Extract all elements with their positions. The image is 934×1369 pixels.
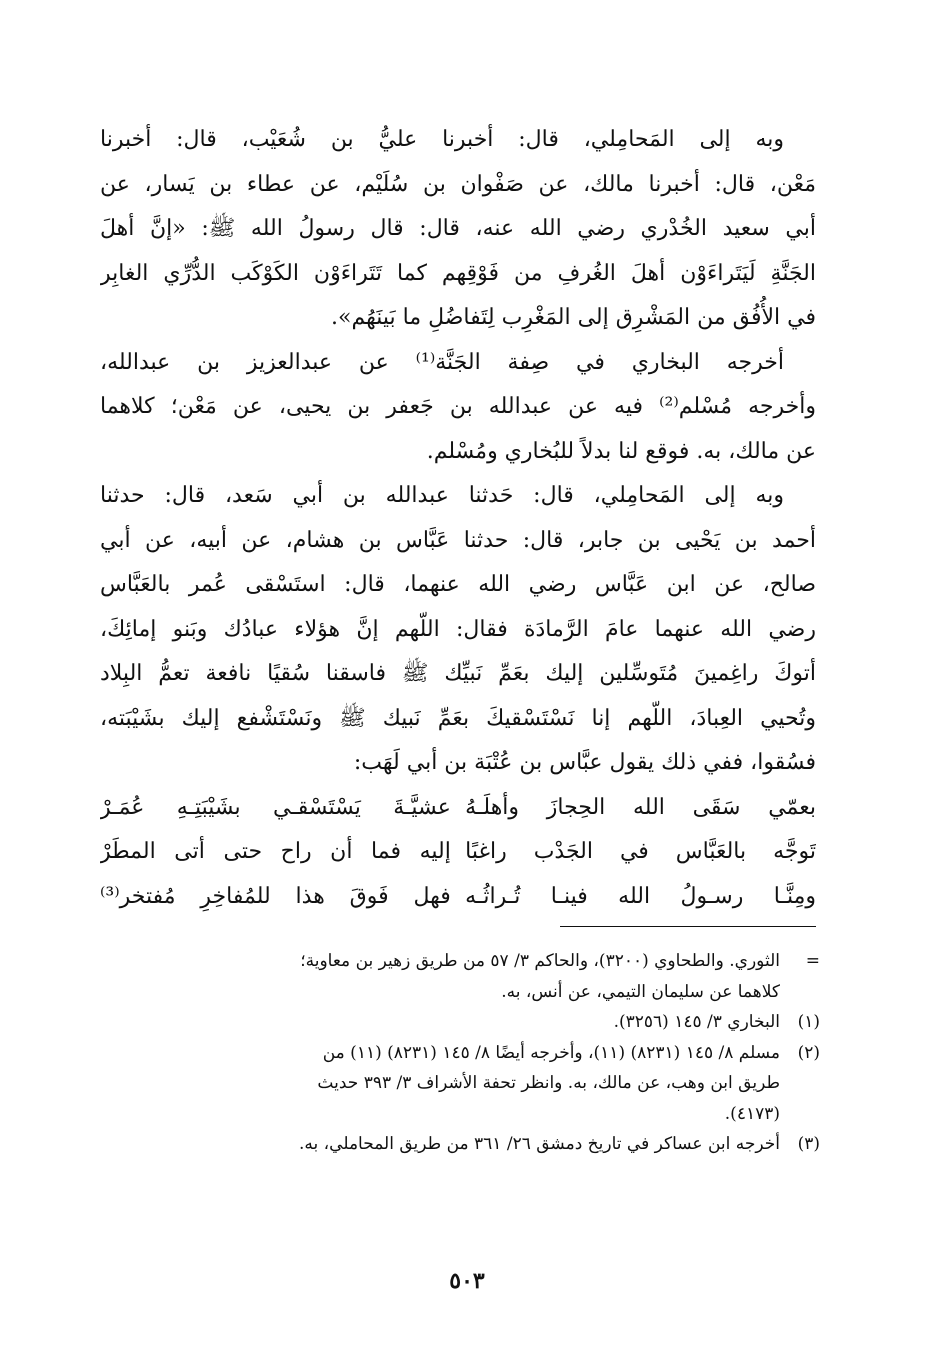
text-line: رضي الله عنهما عامَ الرَّمادَة فقال: اللّهم إنَّ هؤلاء عبادُك وبَنو إمائِكَ، xyxy=(100,616,816,642)
main-text xyxy=(100,118,816,919)
footnote-divider xyxy=(560,926,816,927)
paragraph-3 xyxy=(100,474,816,786)
footnote-3 xyxy=(100,1129,820,1160)
footnote-line: طريق ابن وهب، عن مالك، به. وانظر تحفة الأشراف ٣/ ٣٩٣ حديث xyxy=(317,1073,780,1093)
footnote-mark: (٣) xyxy=(797,1134,820,1154)
text-line: صالح، عن ابن عَبَّاس رضي الله عنهما، قال: استَسْقى عُمر بالعَبَّاس xyxy=(100,572,816,597)
verse-first-hemistich: بعمّي سَقَى الله الحِجازَ وأهلَـهُ xyxy=(465,794,816,820)
footnote-mark: = xyxy=(805,951,820,971)
text-line: وتُحيي العِبادَ، اللّهم إنا نَسْتَسْقيكَ بعَمِّ نَبيك ﷺ ونَسْتَشْفع إليك بشَيْبَته، xyxy=(100,705,816,731)
text-line: في الأُفُق من المَشْرِق إلى المَغْرِب لِتَفاضُلِ ما بَينَهُم». xyxy=(330,305,816,330)
footnote-continuation xyxy=(100,946,820,1007)
verse-second-hemistich: عشيَّـةَ يَسْتَسْقـي بشَيْبَتِـهِ عُمَـرْ xyxy=(100,794,451,820)
footnote-line: (٤١٧٣). xyxy=(724,1103,780,1124)
footnote-mark: (٢) xyxy=(797,1042,820,1063)
text-line: أحمد بن يَحْيى بن جابر، قال: حدثنا عَبَّاس بن هشام، عن أبيه، عن أبي xyxy=(100,527,816,553)
footnotes xyxy=(100,946,820,1160)
verse-first-hemistich: ومِنَّـا رسـولُ الله فينـا تُـراثُـه xyxy=(465,883,816,909)
footnote-mark: (١) xyxy=(797,1012,820,1032)
paragraph-2 xyxy=(100,341,816,475)
footnote-line: البخاري ٣/ ١٤٥ (٣٢٥٦). xyxy=(613,1012,780,1032)
text-line: الجَنَّةِ لَيَتَراءَوْن أهلَ الغُرفِ من فَوْقِهم كما تَتَراءَوْن الكَوْكَب الدُّرِّي الغابِر xyxy=(100,260,816,286)
text-line: وبه إلى المَحامِلي، قال: حَدثنا عبدالله بن أبي سَعد، قال: حدثنا xyxy=(100,483,784,508)
footnote-body xyxy=(100,946,780,1007)
footnote-line: الثوري. والطحاوي (٣٢٠٠)، والحاكم ٣/ ٥٧ من طريق زهير بن معاوية؛ xyxy=(300,951,780,971)
footnote-line: كلاهما عن سليمان التيمي، عن أنس، به. xyxy=(501,981,780,1002)
text-line: عن مالك، به. فوقع لنا بدلاً للبُخاري ومُسْلم. xyxy=(426,438,816,464)
text-line: مَعْن، قال: أخبرنا مالك، عن صَفْوان بن سُلَيْم، عن عطاء بن يَسار، عن xyxy=(100,171,816,197)
footnote-line: مسلم ٨/ ١٤٥ (٨٢٣١) (١١)، وأخرجه أيضًا ٨/ ١٤٥ (٨٢٣١) (١١) من xyxy=(322,1042,780,1063)
text-line: أخرجه البخاري في صِفة الجَنَّة⁽¹⁾ عن عبدالعزيز بن عبدالله، xyxy=(100,349,784,375)
text-line: فسُقوا، ففي ذلك يقول عبَّاس بن عُتْبَة بن أبي لَهَب: xyxy=(353,750,816,775)
poem-verse xyxy=(100,875,816,920)
text-line: وأخرجه مُسْلم⁽²⁾ فيه عن عبدالله بن جَعفر بن يحيى، عن مَعْن؛ كلاهما xyxy=(100,394,816,419)
poem xyxy=(100,786,816,920)
footnote-2 xyxy=(100,1038,820,1130)
paragraph-1 xyxy=(100,118,816,341)
footnote-1 xyxy=(100,1007,820,1038)
page-number: ٥٠٣ xyxy=(449,1268,485,1294)
footnote-body xyxy=(100,1038,780,1130)
poem-verse xyxy=(100,830,816,875)
footnote-body xyxy=(100,1007,780,1038)
poem-verse xyxy=(100,786,816,831)
footnote-line: أخرجه ابن عساكر في تاريخ دمشق ٢٦/ ٣٦١ من طريق المحاملي، به. xyxy=(299,1134,780,1154)
text-line: وبه إلى المَحامِلي، قال: أخبرنا عليُّ بن شُعَيْب، قال: أخبرنا xyxy=(100,127,784,152)
verse-second-hemistich: إليه فما أن راح حتى أتى المطَرْ xyxy=(100,839,451,864)
text-line: أتوكَ راغِمينَ مُتَوسِّلين إليك بعَمِّ نَبيِّك ﷺ فاسقنا سُقيًا نافعة تعمُّ البِلاد xyxy=(100,661,816,686)
verse-first-hemistich: تَوجَّه بالعَبَّاس في الجَدْب راغبًا xyxy=(465,839,816,864)
text-line: أبي سعيد الخُدْري رضي الله عنه، قال: قال رسولُ الله ﷺ: «إنَّ أهلَ xyxy=(100,216,816,241)
footnote-body xyxy=(100,1129,780,1160)
verse-second-hemistich: فهل فَوقَ هذا للمُفاخِرِ مُفتخر⁽³⁾ xyxy=(100,883,451,909)
